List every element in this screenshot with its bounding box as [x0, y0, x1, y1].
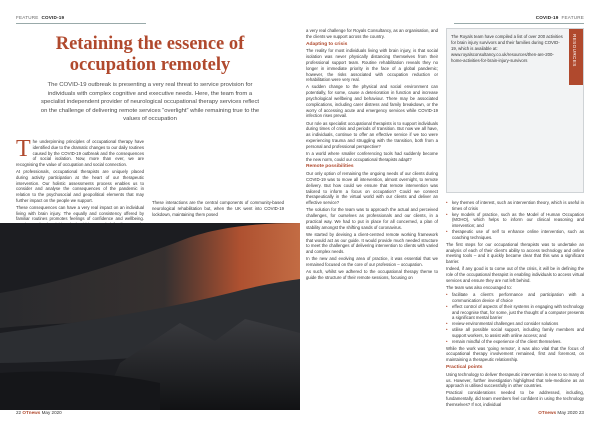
- page-number: 23: [578, 410, 584, 415]
- page-footer: [16, 410, 62, 415]
- list-item: • utilise all possible social support, including family members and support workers, to assist with online access; and: [446, 327, 584, 339]
- list-item: • effect control of aspects of their systems in engaging with technology and recognise that, for some, just the thought of a computer presents a significant mental barrier: [446, 304, 584, 321]
- bullet-list: [446, 292, 584, 344]
- section-label: FEATURE: [16, 15, 39, 20]
- subheading: Adapting to crisis: [306, 41, 348, 47]
- standfirst: The COVID-19 outbreak is presenting a very real threat to service provision for individuals with complex cognitive and executive needs. Here, the team from a specialist independent provider of neurological occupational therapy services reflect on the challenge of delivering remote services “overlight” while remaining true to the values of occupation: [40, 82, 260, 123]
- running-header: [536, 15, 584, 20]
- issue-date: May 2020: [41, 410, 62, 415]
- intro-paragraph: [16, 136, 144, 168]
- resources-tab: [569, 29, 583, 85]
- subheading: Remote possibilities: [306, 164, 354, 170]
- resources-label: RESOURCES: [572, 34, 577, 67]
- intro-paragraph: These interactions are the central components of community-based neurological rehabilitation but, when the UK went into COVID-19 lockdown, maintaining them posed: [152, 200, 284, 217]
- article-title: Retaining the essence of occupation remotely: [55, 34, 245, 75]
- body-column-2: [446, 200, 584, 409]
- intro-paragraph: These consequences can have a very real impact on an individual living with brain injury. The equally and consistency offered by familiar routines promotes feelings of confidence and wellbeing.: [16, 204, 144, 222]
- topic-label: COVID-19: [41, 15, 65, 20]
- body-paragraph: We started by devising a client-centred remote working framework that would act as our guide. It would provide much needed structure to meet the challenges of delivering intervention to clients with varied and complex needs.: [306, 231, 438, 255]
- magazine-name: OTnews: [538, 410, 557, 415]
- body-paragraph: In a world where smaller conferencing tools had suddenly become the new norm, could our occupational therapists adapt?: [306, 150, 438, 162]
- header-rule: [16, 23, 146, 24]
- body-paragraph: While the work was ‘going remote’, it was also vital that the focus of occupational therapy involvement remained, first and foremost, on maintaining a therapeutic relationship.: [446, 345, 584, 363]
- body-paragraph: The solution for the team was to approach the actual and perceived challenges, for ourselves as professionals and our clients, in a practical way. We had to put in place for all concerned, a plan of stability amongst the shifting sands of coronavirus.: [306, 207, 438, 230]
- magazine-name: OTnews: [22, 410, 41, 415]
- body-paragraph: Our role as specialist occupational therapists is to support individuals during times of crisis and periods of transition. But now we all have, as individuals, continue to offer an effective service if we too were experiencing trauma and struggling with the transition, both from a personal and professional perspective?: [306, 120, 438, 149]
- bullet-list: [446, 200, 584, 241]
- body-column-1: [306, 28, 438, 282]
- body-paragraph: Indeed, if any good is to come out of the crisis, it will be in defining the role of the occupational therapist in enabling individuals to access virtual services and ensure they are not left behind.: [446, 266, 584, 283]
- body-paragraph: In the new and evolving area of practice, it was essential that we remained focused on the core of our profession – occupation.: [306, 256, 438, 268]
- resources-box: [446, 28, 584, 193]
- body-paragraph: The reality for most individuals living with brain injury, is that social isolation was never physically distancing themselves from their professional support team. Routine rehabilitation reveals they no longer in immediate priority in the face of a global pandemic; however, the risks associated with occupation reduction or rehabilitation were very real.: [306, 48, 438, 83]
- list-item: • review environmental challenges and consider solutions: [446, 321, 584, 327]
- section-label: FEATURE: [561, 15, 584, 20]
- issue-date: May 2020: [557, 410, 578, 415]
- resources-text: The Royals team have compiled a list of over 200 activities for brain injury survivors and their families during COVID-19, which is available at: www.royalsconsultancy.co.uk/resources/then-are-200-home-activities-for-brain-injury-survivors: [451, 34, 563, 63]
- body-paragraph: As such, whilst we adhered to the occupational therapy theme to guide the structure of their remote sessions, focusing on: [306, 269, 438, 280]
- body-paragraph: Our only option of remaining the ongoing needs of our clients during COVID-19 was to move all intervention, almost overnight, to remote delivery. But how could we ensure that remote intervention was tailored to inform a focus on occupation? Could we connect therapeutically in the virtual world with our clients and deliver an effective service?: [306, 171, 438, 206]
- page-number: 22: [16, 410, 22, 415]
- list-item: • key models of practice, such as the Model of Human Occupation (MOHO), which helps to inform our clinical reasoning and intervention; and: [446, 212, 584, 229]
- topic-label: COVID-19: [535, 15, 559, 20]
- intro-column-2: [152, 200, 284, 218]
- intro-text: he underpinning principles of occupational therapy have identified due to the dramatic changes to our daily routines caused by the COVID-19 outbreak and the consequences of social isolation. Now, more than ever, we are recognising the value of occupation and social connection.: [16, 139, 144, 168]
- body-paragraph: A sudden change to the physical and social environment can potentially, for some, cause a deterioration in function and increase psychological wellbeing and behaviour. There may be associated complications, including carer distress and family breakdown, or the worry of accessing acute and emergency services while COVID-19 infection rises prevail.: [306, 84, 438, 119]
- photo-artwork: [0, 223, 300, 410]
- running-header: [16, 15, 64, 20]
- intro-paragraph: At professionals, occupational therapists are uniquely placed during activity participation at the heart of our therapeutic intervention. Our holistic assessments process enables us to consider and analyse the consequences of the pandemic in relation to the psychosocial and geopolitical elements that may further impact on the people we support.: [16, 168, 144, 203]
- body-paragraph: a very real challenge for Royals Consultancy, as an organisation, and the clients we support across the country.: [306, 28, 438, 39]
- subheading: Practical points: [446, 365, 483, 370]
- list-item: • facilitate a client’s performance and participation with a communication device of choice: [446, 292, 584, 304]
- page-footer: [538, 410, 584, 415]
- coastal-cliffs-photo: [0, 223, 300, 410]
- body-paragraph: Using technology to deliver therapeutic intervention is new to so many of us. However, further investigation highlighted that tele-medicine as an approach is utilised successfully in other countries.: [446, 371, 584, 389]
- body-paragraph: The first steps for our occupational therapists was to undertake an analysis of each of their client’s ability to access technology and online meeting tools – and it quickly became clear that this was a significant barrier.: [446, 241, 584, 265]
- header-rule: [454, 23, 584, 24]
- body-paragraph: The team was also encouraged to:: [446, 285, 512, 291]
- list-item: • remain mindful of the experience of the client themselves.: [446, 339, 584, 345]
- list-item: • key themes of interest, such as intervention theory, which is useful in times of crisis: [446, 200, 584, 212]
- list-item: • therapeutic use of self to enhance online intervention, such as coaching techniques.: [446, 229, 584, 241]
- body-paragraph: Practical considerations needed to be addressed, including, fundamentally, did team members feel confident in using the technology themselves? If not, individual: [446, 390, 584, 408]
- drop-cap: T: [16, 136, 31, 162]
